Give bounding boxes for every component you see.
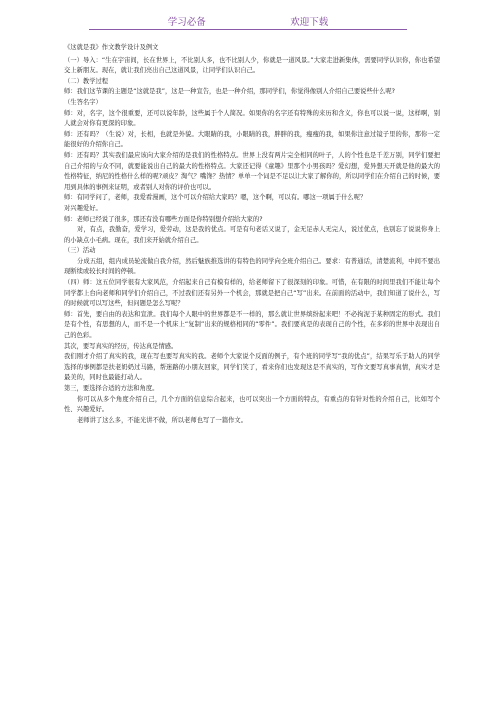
- paragraph: （四）师：这五位同学很有大家风范，介绍起来自己有模有样的，给老师留下了很深刻的印象。可惜，在有限的时间里我们不能让每个同学都上台向老师和同学们介绍自己，不过我们还有另外一个机会，那就是把自己“写”出来。在前面的活动中，我们知道了说什么，写的时候就可以写这些，但问题是怎么写呢？: [64, 279, 440, 308]
- header-rule: [89, 29, 407, 30]
- paragraph: 第三，要选择合适的方法和角度。: [64, 385, 159, 392]
- paragraph: 师：还有吗？其实我们最应该向大家介绍的是我们的性格特点。世界上没有两片完全相同的叶子，人的个性也是千差万别，同学们要把自己介绍的与众不同，就要能说出自己的最大的性格特点。大家还记得《童趣》里那个小男孩吗？爱幻想，爱异想天开就是他的最大的性格特征，纳尼的性格什么样的呢?顽皮？淘气？嘴馋？热情？单单一个词是不足以让大家了解你的，所以同学们在介绍自己的时候，要用到具体的事例来证明，或者别人对你的评价也可以。: [64, 151, 440, 191]
- paragraph: 师：首先，要自由的表达和宣泄。我们每个人眼中的世界都是不一样的，那么就让世界缤纷起来吧！不必拘泥于某种固定的形式。我们是有个性，有思想的人，而不是一个机床上“复制”出来的规格相同的“零件”。我们要真是的表现自己的个性，在多彩的世界中表现出自己的色彩。: [64, 310, 440, 340]
- paragraph: （一）导入：“生在宇宙间，长在世界上，不比别人多，也不比别人少，你就是一道风景。”大家走进新集体，需要同学认识你，你也希望交上新朋友。现在，就让我们亮出自己这道风景，让同学们认识自己。: [64, 56, 440, 75]
- paragraph: 其次，要写真实的经历，传达真是情感。: [64, 342, 178, 350]
- paragraph: （生答名字）: [64, 98, 102, 106]
- paragraph: 分成五组，组内成员轮流做自我介绍，然后魅族推选讲的有特色的同学向全班介绍自己。要求：有普通话，清楚流利，中间不要出现断续或较长时间的停顿。: [64, 257, 440, 276]
- page-header: [0, 14, 496, 28]
- paragraph: 对兴趣爱好。: [64, 204, 102, 212]
- paragraph: 师：老师已经说了很多，那还有没有哪些方面是你特别想介绍给大家的?: [64, 215, 263, 223]
- paragraph: 对，有点，我勤奋，爱学习，爱劳动，这是我的优点。可是有句老话又说了，金无足赤人无完人，说过优点，也别忘了说说你身上的小缺点小毛病。现在，我们来开始就介绍自己。: [64, 226, 440, 244]
- paragraph: 我们刚才介绍了真实的我，现在写也要写真实的我。老师个大家说个反面的例子，有个班的同学写“我的优点”，结果写乐于助人的同学选择的事例都是扶老奶奶过马路，帮迷路的小朋友回家，同学们笑了，看来你们也发现这是不真实的，写作文要写真事真情，真实才是最美的，同时也最能打动人。: [64, 353, 440, 382]
- paragraph: 老师讲了这么多，不能光讲不做，所以老师也写了一篇作文。: [77, 416, 248, 424]
- paragraph: 师：有同学问了，老师，我爱看漫画，这个可以介绍给大家吗？嗯，这个啊，可以有。哪这一项属于什么呢？: [64, 194, 367, 202]
- section-heading: （三）活动: [64, 247, 96, 255]
- paragraph: 师：我们这节课的主题是“这就是我”，这是一种宣告，也是一种介绍，那同学们，你觉得像别人介绍自己要说些什么呢?: [64, 88, 396, 96]
- paragraph: 你可以从多个角度介绍自己，几个方面的信息综合起来，也可以突出一个方面的特点，有重点的有针对性的介绍自己，比如写个性、兴趣爱好。: [64, 395, 440, 414]
- header-gap: [206, 17, 291, 28]
- paragraph: 师：还有吗？（生说）对，长相，也就是外貌。大眼睛的我，小眼睛的我，胖胖的我，瘦瘦的我，如果你注意过镜子里的你，那你一定能很好的介绍你自己。: [64, 130, 440, 149]
- header-right: 欢迎下载: [290, 17, 329, 28]
- paragraph: 师：对，名字，这个很重要，还可以说年龄，这些属于个人简况。如果你的名字还有特殊的来历和含义，你也可以说一说，这样啊，别人就会对你有更深的印象。: [64, 109, 440, 128]
- document-title: 《这就是我》作文教学设计及例文: [64, 44, 159, 51]
- document-body: [64, 43, 440, 426]
- section-heading: （二）教学过程: [64, 77, 109, 85]
- header-left: 学习必备: [167, 17, 206, 28]
